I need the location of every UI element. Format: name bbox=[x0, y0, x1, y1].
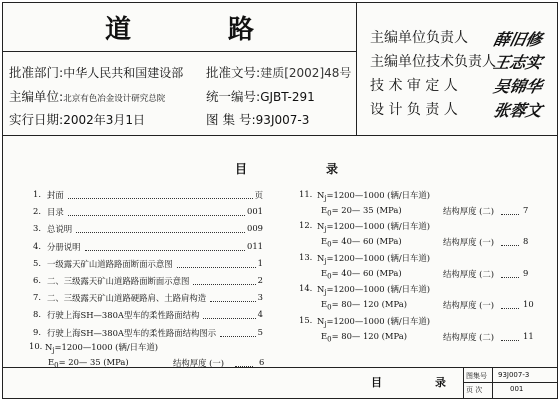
toc-entry-number: 3. bbox=[33, 223, 41, 234]
toc-entry-e-line bbox=[321, 236, 402, 249]
toc-entry-10-page: 6 bbox=[259, 357, 265, 367]
toc-entry-text: 二、三级露天矿山道路路面断面示意图 bbox=[47, 276, 190, 286]
toc-entry-number: 13. bbox=[299, 251, 313, 262]
responsible-persons bbox=[356, 3, 557, 135]
e-range: = 40— 60 (MPa) bbox=[331, 267, 402, 278]
toc-entry-text: 行驶上海SH—380A型车的柔性路面结构图示 bbox=[47, 327, 217, 338]
n-letter: N bbox=[317, 252, 325, 263]
toc-entry-thickness: 结构厚度 (二) bbox=[443, 268, 495, 279]
e-subscript: 0 bbox=[327, 335, 332, 344]
toc-entry-page: 5 bbox=[257, 326, 263, 337]
atlas-number-value: 93J007-3 bbox=[255, 113, 310, 127]
footer-page-label: 页 次 bbox=[466, 386, 483, 394]
toc-entry-n-line bbox=[317, 189, 430, 203]
approval-dept-value: 中华人民共和国建设部 bbox=[63, 66, 184, 80]
resp-role-3: 技 术 审 定 人 bbox=[370, 78, 458, 94]
e-subscript: 0 bbox=[327, 241, 332, 250]
leader-dots bbox=[76, 232, 245, 233]
n-letter: N bbox=[317, 284, 325, 295]
signature-1: 薛旧修 bbox=[491, 30, 544, 49]
toc-entry-page: 9 bbox=[523, 267, 529, 278]
toc-entry-text: 封面 bbox=[47, 190, 64, 200]
toc-entry-text: 行驶上海SH—380A型车的柔性路面结构 bbox=[47, 310, 200, 321]
n-subscript: j bbox=[324, 194, 327, 203]
effective-date-value: 2002年3月1日 bbox=[63, 113, 146, 127]
n-subscript: j bbox=[52, 346, 55, 355]
leader-dots bbox=[220, 336, 256, 337]
toc-title-left: 目 bbox=[235, 162, 248, 176]
toc-entry-e-line bbox=[321, 205, 402, 218]
footer-atlas-label: 图集号 bbox=[466, 372, 487, 380]
e-letter: E bbox=[321, 205, 328, 215]
footer-table-vline bbox=[492, 368, 493, 398]
drawing-sheet bbox=[2, 2, 558, 399]
leader-dots bbox=[85, 250, 246, 251]
toc-entry-number: 11. bbox=[299, 189, 313, 199]
leader-dots bbox=[177, 267, 256, 268]
atlas-number-label: 图 集 号: bbox=[206, 112, 256, 127]
approval-dept bbox=[9, 63, 183, 81]
editor-unit bbox=[9, 87, 165, 105]
footer-atlas-value: 93J007-3 bbox=[498, 371, 530, 379]
n-subscript: j bbox=[324, 288, 327, 297]
toc-entry-text: 总说明 bbox=[47, 224, 73, 235]
toc-entry-thickness: 结构厚度 (二) bbox=[443, 206, 495, 216]
e-range: = 80— 120 (MPa) bbox=[331, 299, 407, 310]
toc-entry-number: 14. bbox=[299, 283, 313, 294]
toc-entry-number: 1. bbox=[33, 189, 41, 199]
approval-doc-label: 批准文号: bbox=[206, 65, 261, 80]
toc-entry-text: 二、三级露天矿山道路硬路肩、土路肩构造 bbox=[47, 293, 207, 304]
toc-entry-number: 8. bbox=[33, 309, 41, 320]
signature-4: 张蓉文 bbox=[491, 101, 544, 120]
toc-entry-page: 10 bbox=[523, 299, 534, 310]
e-letter: E bbox=[48, 357, 55, 367]
leader-dots bbox=[203, 318, 255, 319]
approval-doc bbox=[206, 63, 351, 81]
title-block-left bbox=[3, 3, 357, 135]
e-letter: E bbox=[321, 330, 328, 341]
footer-block bbox=[3, 367, 557, 398]
unified-code-value: GJBT-291 bbox=[260, 90, 315, 104]
document-title: 道 路 bbox=[104, 15, 299, 45]
toc-entry-page: 011 bbox=[247, 240, 263, 251]
footer-info-table bbox=[463, 368, 557, 398]
toc-entry-text: 分册说明 bbox=[47, 241, 81, 252]
toc-entry-page: 009 bbox=[247, 223, 263, 234]
n-letter: N bbox=[317, 221, 325, 232]
e-subscript: 0 bbox=[327, 209, 332, 218]
e-range: = 40— 60 (MPa) bbox=[331, 236, 402, 247]
atlas-number bbox=[206, 110, 309, 128]
footer-table-hline bbox=[464, 382, 557, 383]
toc-entry-number: 6. bbox=[33, 275, 41, 285]
e-range: = 20— 35 (MPa) bbox=[58, 357, 129, 367]
leader-dots bbox=[501, 340, 519, 341]
toc-entry-text: 一级露天矿山道路路面断面示意图 bbox=[47, 258, 173, 269]
toc-entry-n-line bbox=[317, 315, 430, 329]
resp-role-4: 设 计 负 责 人 bbox=[370, 102, 458, 118]
toc-entry-number: 4. bbox=[33, 240, 41, 251]
unified-code bbox=[206, 87, 315, 105]
toc-entry-page: 4 bbox=[257, 309, 263, 320]
footer-page-value: 001 bbox=[510, 385, 524, 393]
n-range: =1200—1000 (辆/日车道) bbox=[326, 190, 431, 200]
toc-entry-thickness: 结构厚度 (一) bbox=[443, 300, 495, 311]
effective-date-label: 实行日期: bbox=[9, 112, 64, 127]
toc-entry-10-line1 bbox=[45, 341, 158, 355]
leader-dots bbox=[68, 198, 253, 199]
toc-entry-page: 001 bbox=[247, 206, 263, 217]
e-letter: E bbox=[321, 267, 328, 278]
editor-unit-value: 北京有色冶金设计研究总院 bbox=[63, 94, 166, 104]
toc-entry-page: 8 bbox=[523, 236, 529, 247]
approval-dept-label: 批准部门: bbox=[9, 65, 64, 80]
toc-entry-number: 12. bbox=[299, 220, 313, 231]
toc-entry-e-line bbox=[321, 331, 407, 344]
e-letter: E bbox=[321, 236, 328, 247]
toc-entry-number: 5. bbox=[33, 257, 41, 268]
toc-entry-e-line bbox=[321, 268, 402, 281]
toc-entry-page: 3 bbox=[257, 292, 263, 303]
n-range: =1200—1000 (辆/日车道) bbox=[326, 221, 431, 232]
toc-entry-e-line bbox=[321, 299, 407, 312]
footer-title-right: 录 bbox=[435, 376, 446, 389]
leader-dots bbox=[501, 245, 519, 246]
toc-entry-page: 2 bbox=[257, 275, 263, 285]
e-subscript: 0 bbox=[327, 272, 332, 281]
toc-entry-page: 7 bbox=[523, 205, 529, 215]
toc-entry-text: 目录 bbox=[47, 207, 64, 218]
title-block bbox=[3, 3, 557, 136]
toc-entry-number: 15. bbox=[299, 314, 313, 325]
leader-dots bbox=[210, 301, 256, 302]
n-subscript: j bbox=[324, 257, 327, 266]
e-subscript: 0 bbox=[327, 303, 332, 312]
leader-dots bbox=[193, 284, 255, 285]
editor-unit-label: 主编单位: bbox=[9, 89, 64, 104]
leader-dots bbox=[501, 308, 519, 309]
e-range: = 80— 120 (MPa) bbox=[331, 330, 407, 341]
toc-entry-number: 9. bbox=[33, 326, 41, 337]
title-divider bbox=[3, 51, 356, 52]
resp-role-2: 主编单位技术负责人 bbox=[370, 54, 496, 70]
toc-entry-10-no: 10. bbox=[29, 341, 43, 351]
resp-role-1: 主编单位负责人 bbox=[370, 30, 468, 46]
approval-doc-value: 建质[2002]48号 bbox=[260, 66, 352, 80]
signature-2: 王志实 bbox=[491, 53, 544, 72]
n-subscript: j bbox=[324, 320, 327, 329]
unified-code-label: 统一编号: bbox=[206, 89, 261, 104]
n-range: =1200—1000 (辆/日车道) bbox=[326, 284, 431, 295]
toc-entry-10-thickness: 结构厚度 (一) bbox=[173, 358, 225, 368]
n-range: =1200—1000 (辆/日车道) bbox=[326, 252, 431, 263]
leader-dots bbox=[501, 277, 519, 278]
leader-dots bbox=[68, 215, 245, 216]
n-range: =1200—1000 (辆/日车道) bbox=[326, 315, 431, 326]
effective-date bbox=[9, 110, 145, 128]
e-range: = 20— 35 (MPa) bbox=[331, 205, 402, 215]
n-subscript: j bbox=[324, 226, 327, 235]
n-letter: N bbox=[317, 190, 325, 200]
toc-entry-n-line bbox=[317, 252, 430, 266]
toc-entry-n-line bbox=[317, 283, 430, 297]
toc-entry-page: 页 bbox=[254, 190, 263, 200]
toc-entry-page: 1 bbox=[257, 257, 263, 268]
e-letter: E bbox=[321, 299, 328, 310]
n-letter: N bbox=[317, 315, 325, 326]
leader-dots bbox=[501, 214, 519, 215]
toc-entry-number: 2. bbox=[33, 206, 41, 217]
toc-entry-number: 7. bbox=[33, 292, 41, 303]
toc-entry-thickness: 结构厚度 (一) bbox=[443, 237, 495, 248]
footer-title-left: 目 bbox=[371, 376, 382, 389]
n-letter: N bbox=[45, 342, 53, 352]
toc-entry-n-line bbox=[317, 220, 430, 234]
toc-title-right: 录 bbox=[326, 162, 339, 176]
e-subscript: 0 bbox=[54, 361, 59, 370]
n-range: =1200—1000 (辆/日车道) bbox=[54, 342, 159, 352]
toc-entry-page: 11 bbox=[523, 330, 534, 341]
toc-entry-thickness: 结构厚度 (二) bbox=[443, 331, 495, 342]
signature-3: 吴锦华 bbox=[491, 77, 544, 96]
